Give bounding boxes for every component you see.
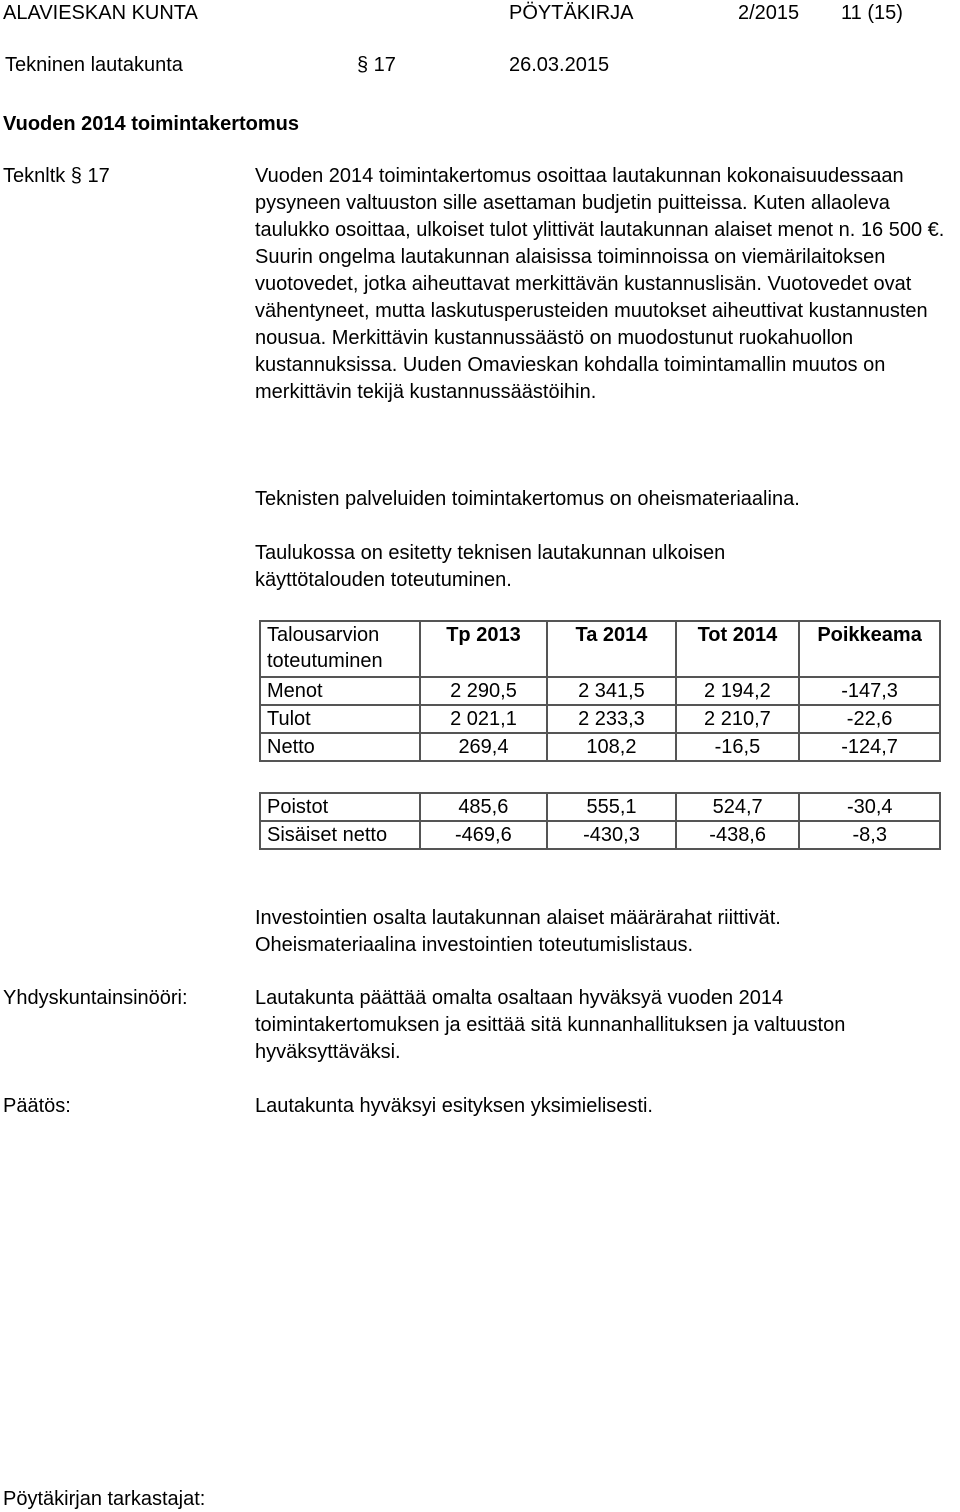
paragraph-main: Vuoden 2014 toimintakertomus osoittaa lautakunnan kokonaisuudessaan pysyneen valtuuston sille asettaman budjetin puitteissa. Kuten allaoleva taulukko osoittaa, ulkoiset tulot ylittivät lautakunnan alaiset menot n. 16 500 €. Suurin ongelma lautakunnan alaisissa toiminnoissa on viemärilaitoksen vuotovedet, jotka aiheuttavat merkittävän kustannuslisän. Vuotovedet ovat vähentyneet, mutta laskutusperusteiden muutokset aiheuttivat kustannusten nousua. Merkittävin kustannussäästö on muodostunut ruokahuollon kustannuksissa. Uuden Omavieskan kohdalla toimintamallin muutos on merkittävin tekijä kustannussäästöihin. bbox=[255, 165, 945, 403]
row-label: Tulot bbox=[260, 705, 420, 733]
decision-text: Lautakunta hyväksyi esityksen yksimielisesti. bbox=[255, 1095, 653, 1117]
proposal-label: Yhdyskuntainsinööri: bbox=[3, 987, 188, 1009]
cell: 2 210,7 bbox=[676, 705, 800, 733]
cell: 2 194,2 bbox=[676, 677, 800, 705]
cell: -22,6 bbox=[799, 705, 940, 733]
row-label: Netto bbox=[260, 733, 420, 761]
column-header: Tot 2014 bbox=[676, 621, 800, 677]
org-name: ALAVIESKAN KUNTA bbox=[3, 2, 198, 24]
cell: 108,2 bbox=[547, 733, 675, 761]
column-header: Tp 2013 bbox=[420, 621, 547, 677]
table-header-row bbox=[260, 621, 940, 677]
footer-reviewers-label: Pöytäkirjan tarkastajat: bbox=[3, 1488, 206, 1510]
cell: -16,5 bbox=[676, 733, 800, 761]
meeting-date: 26.03.2015 bbox=[509, 54, 610, 76]
cell: -147,3 bbox=[799, 677, 940, 705]
cell: 2 021,1 bbox=[420, 705, 547, 733]
table-header-label: Talousarvion toteutuminen bbox=[260, 621, 420, 677]
cell: 524,7 bbox=[676, 793, 800, 821]
cell: -30,4 bbox=[799, 793, 940, 821]
cell: 2 341,5 bbox=[547, 677, 675, 705]
table-row bbox=[260, 705, 940, 733]
row-label: Menot bbox=[260, 677, 420, 705]
cell: 485,6 bbox=[420, 793, 548, 821]
cell: -430,3 bbox=[547, 821, 676, 849]
board-name: Tekninen lautakunta bbox=[5, 54, 183, 76]
section-ref: Teknltk § 17 bbox=[3, 165, 110, 187]
cell: -438,6 bbox=[676, 821, 800, 849]
row-label: Sisäiset netto bbox=[260, 821, 420, 849]
depreciation-table bbox=[259, 792, 941, 850]
column-header: Ta 2014 bbox=[547, 621, 675, 677]
section-number: § 17 bbox=[357, 54, 396, 76]
cell: -124,7 bbox=[799, 733, 940, 761]
page-title: Vuoden 2014 toimintakertomus bbox=[3, 113, 299, 135]
row-label: Poistot bbox=[260, 793, 420, 821]
cell: 2 290,5 bbox=[420, 677, 547, 705]
column-header: Poikkeama bbox=[799, 621, 940, 677]
page-number: 11 (15) bbox=[841, 2, 903, 24]
doc-type: PÖYTÄKIRJA bbox=[509, 2, 634, 24]
budget-table bbox=[259, 620, 941, 762]
cell: -469,6 bbox=[420, 821, 548, 849]
paragraph-investments: Investointien osalta lautakunnan alaiset määrärahat riittivät. Oheismateriaalina investointien toteutumislistaus. bbox=[255, 907, 781, 956]
decision-label: Päätös: bbox=[3, 1095, 71, 1117]
proposal-text: Lautakunta päättää omalta osaltaan hyväksyä vuoden 2014 toimintakertomuksen ja esittää sitä kunnanhallituksen ja valtuuston hyväksyttäväksi. bbox=[255, 987, 846, 1063]
table-row bbox=[260, 733, 940, 761]
paragraph-table-intro: Taulukossa on esitetty teknisen lautakunnan ulkoisen käyttötalouden toteutuminen. bbox=[255, 542, 726, 591]
table-row bbox=[260, 821, 940, 849]
doc-number: 2/2015 bbox=[738, 2, 800, 24]
table-row bbox=[260, 677, 940, 705]
paragraph-materials: Teknisten palveluiden toimintakertomus on oheismateriaalina. bbox=[255, 488, 800, 510]
table-row bbox=[260, 793, 940, 821]
cell: 2 233,3 bbox=[547, 705, 675, 733]
cell: -8,3 bbox=[799, 821, 940, 849]
cell: 269,4 bbox=[420, 733, 547, 761]
cell: 555,1 bbox=[547, 793, 676, 821]
